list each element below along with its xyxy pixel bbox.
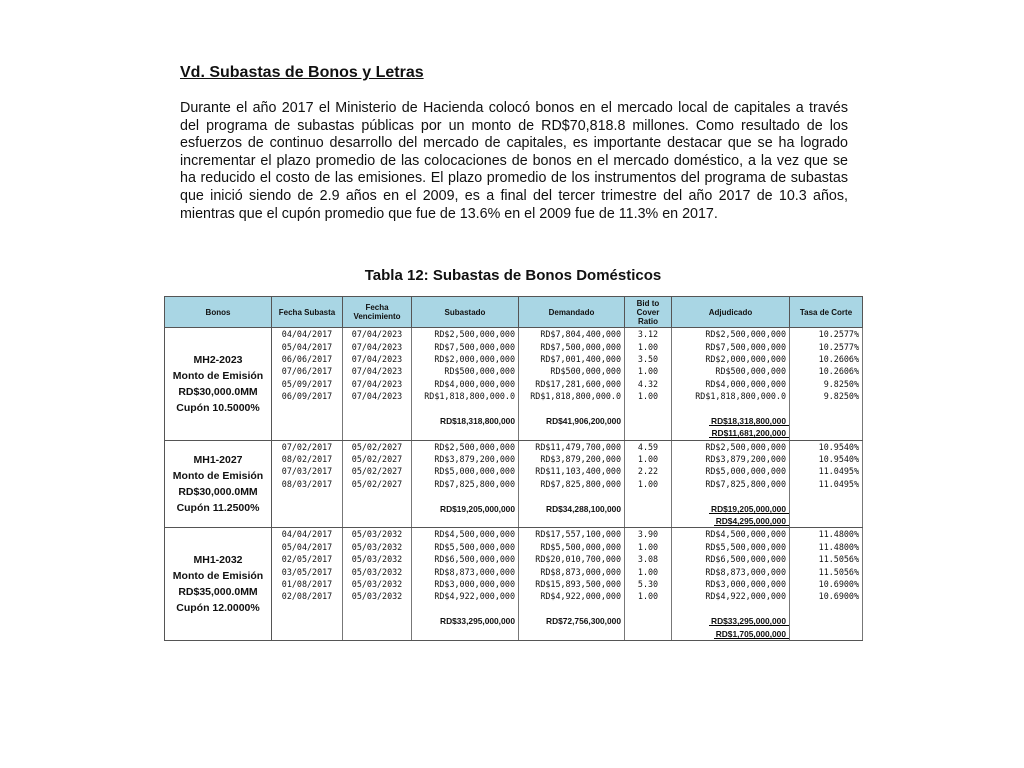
- table-row: [165, 440, 863, 453]
- cell-fecha-vencimiento: 07/04/2023: [343, 353, 412, 365]
- empty-cell: [412, 402, 519, 414]
- empty-cell: [790, 402, 863, 414]
- bond-bono: MH2-2023: [193, 353, 243, 366]
- empty-cell: [790, 615, 863, 627]
- cell-fecha-vencimiento: 07/04/2023: [343, 340, 412, 352]
- cell-fecha-vencimiento: 05/02/2027: [343, 453, 412, 465]
- cell-demandado: RD$7,825,800,000: [519, 478, 625, 490]
- cell-demandado: RD$5,500,000,000: [519, 541, 625, 553]
- empty-cell: [343, 490, 412, 502]
- empty-cell: [412, 427, 519, 440]
- cell-bid-to-cover: 1.00: [625, 590, 672, 602]
- cell-demandado: RD$500,000,000: [519, 365, 625, 377]
- bond-bono: MH1-2032: [193, 554, 243, 566]
- cell-adjudicado: RD$500,000,000: [672, 365, 790, 377]
- cell-subastado: RD$4,500,000,000: [412, 528, 519, 541]
- header-tasa-corte: Tasa de Corte: [790, 297, 863, 328]
- cell-subastado: RD$3,879,200,000: [412, 453, 519, 465]
- total-demandado: [519, 615, 625, 627]
- cell-fecha-subasta: 08/03/2017: [272, 478, 343, 490]
- empty-cell: [790, 502, 863, 514]
- cell-demandado: RD$4,922,000,000: [519, 590, 625, 602]
- empty-cell: [790, 427, 863, 440]
- header-subastado: Subastado: [412, 297, 519, 328]
- cell-fecha-subasta: 07/02/2017: [272, 440, 343, 453]
- cell-bid-to-cover: 3.12: [625, 328, 672, 341]
- total-demandado-value: RD$41,906,200,000: [546, 415, 621, 426]
- cell-adjudicado: RD$1,818,800,000.0: [672, 390, 790, 402]
- cell-adjudicado: RD$5,500,000,000: [672, 541, 790, 553]
- cell-fecha-subasta: 03/05/2017: [272, 565, 343, 577]
- bond-description-cell: [165, 440, 272, 528]
- empty-cell: [272, 615, 343, 627]
- bond-monto-valor: RD$30,000.0MM: [178, 485, 258, 498]
- cell-tasa-corte: 10.6900%: [790, 590, 863, 602]
- bond-description-cell: [165, 328, 272, 441]
- cell-subastado: RD$1,818,800,000.0: [412, 390, 519, 402]
- bond-bono: MH1-2027: [193, 453, 243, 466]
- total-demandado-value: RD$34,288,100,000: [546, 503, 621, 514]
- empty-cell: [790, 490, 863, 502]
- cell-demandado: RD$15,893,500,000: [519, 578, 625, 590]
- empty-cell: [412, 603, 519, 615]
- cell-fecha-subasta: 06/06/2017: [272, 353, 343, 365]
- total-demandado: [519, 502, 625, 514]
- cell-demandado: RD$3,879,200,000: [519, 453, 625, 465]
- total-adjudicado: [672, 615, 790, 627]
- cell-bid-to-cover: 1.00: [625, 365, 672, 377]
- cell-adjudicado: RD$7,500,000,000: [672, 340, 790, 352]
- cell-bid-to-cover: 1.00: [625, 565, 672, 577]
- empty-cell: [519, 490, 625, 502]
- cell-subastado: RD$2,500,000,000: [412, 440, 519, 453]
- bond-monto-valor: RD$30,000.0MM: [178, 385, 258, 398]
- empty-cell: [272, 415, 343, 427]
- cell-fecha-vencimiento: 05/03/2032: [343, 541, 412, 553]
- header-fecha-subasta: Fecha Subasta: [272, 297, 343, 328]
- cell-subastado: RD$6,500,000,000: [412, 553, 519, 565]
- cell-fecha-vencimiento: 05/03/2032: [343, 553, 412, 565]
- bond-cupon: Cupón 10.5000%: [176, 401, 260, 414]
- cell-tasa-corte: 11.4800%: [790, 541, 863, 553]
- cell-adjudicado: RD$4,500,000,000: [672, 528, 790, 541]
- cell-subastado: RD$3,000,000,000: [412, 578, 519, 590]
- empty-cell: [343, 603, 412, 615]
- total-adjudicado-value: RD$18,318,800,000: [711, 415, 786, 426]
- cell-demandado: RD$11,479,700,000: [519, 440, 625, 453]
- empty-cell: [625, 502, 672, 514]
- cell-fecha-vencimiento: 05/02/2027: [343, 440, 412, 453]
- bond-monto-valor: RD$35,000.0MM: [178, 586, 258, 598]
- cell-fecha-vencimiento: 05/02/2027: [343, 465, 412, 477]
- empty-cell: [625, 490, 672, 502]
- cell-fecha-vencimiento: 07/04/2023: [343, 378, 412, 390]
- empty-cell: [672, 490, 790, 502]
- table-header-row: [165, 297, 863, 328]
- cell-tasa-corte: 11.0495%: [790, 478, 863, 490]
- cell-subastado: RD$4,922,000,000: [412, 590, 519, 602]
- cell-fecha-vencimiento: 05/03/2032: [343, 578, 412, 590]
- empty-cell: [790, 415, 863, 427]
- header-bid-to-cover: Bid to Cover Ratio: [625, 297, 672, 328]
- empty-cell: [790, 627, 863, 640]
- cell-fecha-vencimiento: 07/04/2023: [343, 328, 412, 341]
- cell-fecha-vencimiento: 05/02/2027: [343, 478, 412, 490]
- total-subastado-value: RD$33,295,000,000: [440, 616, 515, 627]
- cell-bid-to-cover: 3.50: [625, 353, 672, 365]
- cell-fecha-subasta: 08/02/2017: [272, 453, 343, 465]
- empty-cell: [343, 627, 412, 640]
- cell-fecha-subasta: 01/08/2017: [272, 578, 343, 590]
- bond-monto: Monto de Emisión: [172, 469, 264, 482]
- remaining-amount: [672, 515, 790, 528]
- cell-subastado: RD$7,825,800,000: [412, 478, 519, 490]
- cell-adjudicado: RD$5,000,000,000: [672, 465, 790, 477]
- header-fecha-vencimiento: Fecha Vencimiento: [343, 297, 412, 328]
- cell-adjudicado: RD$6,500,000,000: [672, 553, 790, 565]
- total-demandado-value: RD$72,756,300,000: [546, 616, 621, 627]
- total-adjudicado: [672, 415, 790, 427]
- cell-fecha-subasta: 06/09/2017: [272, 390, 343, 402]
- cell-fecha-subasta: 05/04/2017: [272, 541, 343, 553]
- cell-subastado: RD$2,000,000,000: [412, 353, 519, 365]
- cell-demandado: RD$11,103,400,000: [519, 465, 625, 477]
- cell-fecha-vencimiento: 07/04/2023: [343, 390, 412, 402]
- total-subastado: [412, 415, 519, 427]
- cell-subastado: RD$2,500,000,000: [412, 328, 519, 341]
- total-subastado: [412, 502, 519, 514]
- empty-cell: [672, 603, 790, 615]
- cell-bid-to-cover: 1.00: [625, 478, 672, 490]
- empty-cell: [343, 515, 412, 528]
- cell-adjudicado: RD$2,500,000,000: [672, 328, 790, 341]
- cell-tasa-corte: 11.0495%: [790, 465, 863, 477]
- empty-cell: [272, 427, 343, 440]
- cell-fecha-subasta: 02/05/2017: [272, 553, 343, 565]
- cell-fecha-subasta: 05/04/2017: [272, 340, 343, 352]
- empty-cell: [790, 515, 863, 528]
- cell-bid-to-cover: 1.00: [625, 453, 672, 465]
- cell-demandado: RD$17,281,600,000: [519, 378, 625, 390]
- empty-cell: [625, 603, 672, 615]
- cell-tasa-corte: 10.2606%: [790, 365, 863, 377]
- remaining-amount: [672, 427, 790, 440]
- empty-cell: [625, 627, 672, 640]
- cell-tasa-corte: 10.2577%: [790, 340, 863, 352]
- empty-cell: [272, 502, 343, 514]
- total-demandado: [519, 415, 625, 427]
- cell-demandado: RD$7,500,000,000: [519, 340, 625, 352]
- remaining-amount-value: RD$4,295,000,000: [715, 516, 786, 527]
- cell-demandado: RD$17,557,100,000: [519, 528, 625, 541]
- cell-subastado: RD$5,500,000,000: [412, 541, 519, 553]
- remaining-amount-value: RD$11,681,200,000: [711, 428, 786, 439]
- empty-cell: [519, 515, 625, 528]
- cell-tasa-corte: 10.2606%: [790, 353, 863, 365]
- cell-tasa-corte: 11.5056%: [790, 565, 863, 577]
- empty-cell: [519, 427, 625, 440]
- cell-fecha-subasta: 04/04/2017: [272, 328, 343, 341]
- cell-fecha-vencimiento: 07/04/2023: [343, 365, 412, 377]
- section-heading: Vd. Subastas de Bonos y Letras: [180, 64, 424, 81]
- header-demandado: Demandado: [519, 297, 625, 328]
- empty-cell: [272, 490, 343, 502]
- cell-adjudicado: RD$7,825,800,000: [672, 478, 790, 490]
- cell-fecha-subasta: 04/04/2017: [272, 528, 343, 541]
- empty-cell: [272, 603, 343, 615]
- cell-adjudicado: RD$2,500,000,000: [672, 440, 790, 453]
- cell-demandado: RD$7,001,400,000: [519, 353, 625, 365]
- empty-cell: [272, 402, 343, 414]
- cell-tasa-corte: 10.6900%: [790, 578, 863, 590]
- cell-tasa-corte: 11.5056%: [790, 553, 863, 565]
- cell-subastado: RD$500,000,000: [412, 365, 519, 377]
- total-subastado: [412, 615, 519, 627]
- remaining-amount: [672, 627, 790, 640]
- bond-auction-table: [164, 296, 863, 641]
- cell-subastado: RD$5,000,000,000: [412, 465, 519, 477]
- cell-bid-to-cover: 1.00: [625, 390, 672, 402]
- cell-bid-to-cover: 1.00: [625, 541, 672, 553]
- empty-cell: [272, 627, 343, 640]
- cell-bid-to-cover: 4.59: [625, 440, 672, 453]
- cell-bid-to-cover: 3.90: [625, 528, 672, 541]
- cell-bid-to-cover: 1.00: [625, 340, 672, 352]
- cell-adjudicado: RD$4,922,000,000: [672, 590, 790, 602]
- empty-cell: [272, 515, 343, 528]
- total-subastado-value: RD$18,318,800,000: [440, 415, 515, 426]
- empty-cell: [625, 615, 672, 627]
- cell-adjudicado: RD$3,879,200,000: [672, 453, 790, 465]
- empty-cell: [412, 515, 519, 528]
- empty-cell: [672, 402, 790, 414]
- cell-demandado: RD$7,804,400,000: [519, 328, 625, 341]
- cell-bid-to-cover: 3.08: [625, 553, 672, 565]
- cell-tasa-corte: 10.9540%: [790, 440, 863, 453]
- cell-fecha-subasta: 07/06/2017: [272, 365, 343, 377]
- cell-fecha-vencimiento: 05/03/2032: [343, 565, 412, 577]
- total-adjudicado: [672, 502, 790, 514]
- header-bonos: Bonos: [165, 297, 272, 328]
- cell-bid-to-cover: 5.30: [625, 578, 672, 590]
- empty-cell: [343, 402, 412, 414]
- cell-fecha-subasta: 07/03/2017: [272, 465, 343, 477]
- cell-fecha-vencimiento: 05/03/2032: [343, 590, 412, 602]
- empty-cell: [343, 502, 412, 514]
- empty-cell: [343, 427, 412, 440]
- empty-cell: [343, 415, 412, 427]
- empty-cell: [412, 627, 519, 640]
- empty-cell: [790, 603, 863, 615]
- empty-cell: [519, 627, 625, 640]
- cell-tasa-corte: 9.8250%: [790, 390, 863, 402]
- cell-demandado: RD$20,010,700,000: [519, 553, 625, 565]
- cell-adjudicado: RD$8,873,000,000: [672, 565, 790, 577]
- body-paragraph: Durante el año 2017 el Ministerio de Hacienda colocó bonos en el mercado local de capitales a través del programa de subastas públicas por un monto de RD$70,818.8 millones. Como resultado de los esfuerzos de continuo desarrollo del mercado de capitales, es importante destacar que se ha logrado incrementar el plazo promedio de las colocaciones de bonos en el mercado doméstico, a la vez que se ha reducido el costo de las emisiones. El plazo promedio de los instrumentos del programa de subastas que inició siendo de 2.9 años en el 2009, es a final del tercer trimestre del año 2017 de 10.3 años, mientras que el cupón promedio que fue de 13.6% en el 2009 fue de 11.3% en 2017.: [180, 100, 848, 222]
- empty-cell: [625, 515, 672, 528]
- total-adjudicado-value: RD$33,295,000,000: [711, 616, 786, 627]
- table-row: [165, 328, 863, 341]
- bond-cupon: Cupón 12.0000%: [176, 602, 260, 614]
- cell-fecha-subasta: 05/09/2017: [272, 378, 343, 390]
- empty-cell: [343, 615, 412, 627]
- empty-cell: [412, 490, 519, 502]
- cell-adjudicado: RD$3,000,000,000: [672, 578, 790, 590]
- cell-tasa-corte: 9.8250%: [790, 378, 863, 390]
- empty-cell: [625, 427, 672, 440]
- bond-monto: Monto de Emisión: [172, 570, 264, 582]
- bond-cupon: Cupón 11.2500%: [176, 501, 260, 514]
- cell-tasa-corte: 10.2577%: [790, 328, 863, 341]
- cell-demandado: RD$1,818,800,000.0: [519, 390, 625, 402]
- table-row: [165, 528, 863, 541]
- header-adjudicado: Adjudicado: [672, 297, 790, 328]
- cell-tasa-corte: 10.9540%: [790, 453, 863, 465]
- cell-subastado: RD$4,000,000,000: [412, 378, 519, 390]
- total-subastado-value: RD$19,205,000,000: [440, 503, 515, 514]
- empty-cell: [625, 415, 672, 427]
- cell-subastado: RD$8,873,000,000: [412, 565, 519, 577]
- bond-monto: Monto de Emisión: [172, 369, 264, 382]
- empty-cell: [625, 402, 672, 414]
- cell-subastado: RD$7,500,000,000: [412, 340, 519, 352]
- empty-cell: [519, 402, 625, 414]
- total-adjudicado-value: RD$19,205,000,000: [711, 503, 786, 514]
- table-body: [165, 328, 863, 641]
- bond-description-cell: [165, 528, 272, 641]
- cell-fecha-subasta: 02/08/2017: [272, 590, 343, 602]
- cell-bid-to-cover: 4.32: [625, 378, 672, 390]
- empty-cell: [519, 603, 625, 615]
- cell-adjudicado: RD$2,000,000,000: [672, 353, 790, 365]
- cell-demandado: RD$8,873,000,000: [519, 565, 625, 577]
- cell-bid-to-cover: 2.22: [625, 465, 672, 477]
- cell-adjudicado: RD$4,000,000,000: [672, 378, 790, 390]
- cell-fecha-vencimiento: 05/03/2032: [343, 528, 412, 541]
- table-title: Tabla 12: Subastas de Bonos Domésticos: [364, 267, 662, 284]
- remaining-amount-value: RD$1,705,000,000: [715, 628, 786, 639]
- cell-tasa-corte: 11.4800%: [790, 528, 863, 541]
